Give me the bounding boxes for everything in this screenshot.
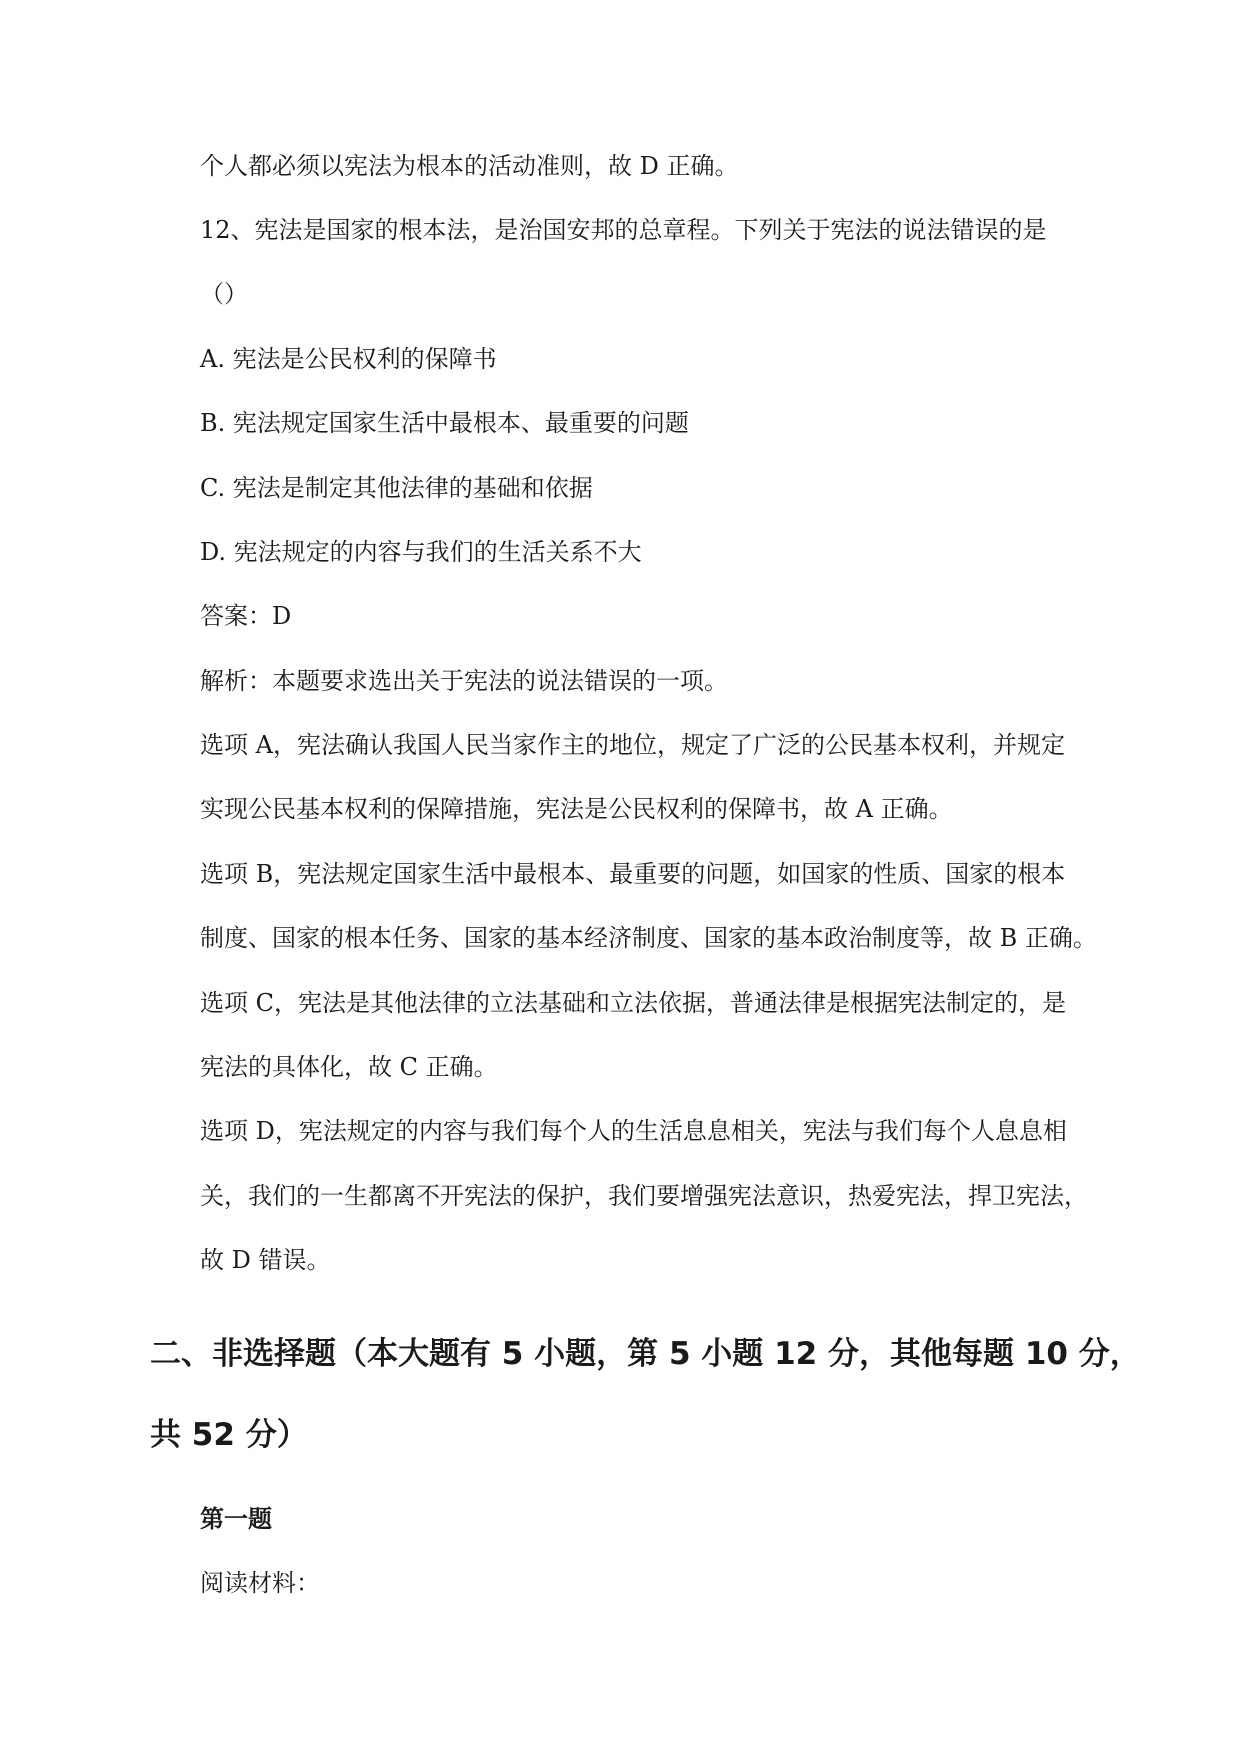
explanation-line: 实现公民基本权利的保障措施，宪法是公民权利的保障书，故 A 正确。	[200, 795, 953, 823]
question-12-stem: 12、宪法是国家的根本法，是治国安邦的总章程。下列关于宪法的说法错误的是	[200, 216, 1047, 244]
explanation-line: 选项 B，宪法规定国家生活中最根本、最重要的问题，如国家的性质、国家的根本	[200, 860, 1066, 888]
section-2-heading: 二、非选择题（本大题有 5 小题，第 5 小题 12 分，其他每题 10 分，	[150, 1336, 1141, 1372]
option-c: C. 宪法是制定其他法律的基础和依据	[200, 474, 593, 502]
continuation-text: 个人都必须以宪法为根本的活动准则，故 D 正确。	[200, 152, 739, 180]
explanation-line: 宪法的具体化，故 C 正确。	[200, 1053, 498, 1081]
section-2-heading-cont: 共 52 分）	[150, 1417, 308, 1453]
option-b: B. 宪法规定国家生活中最根本、最重要的问题	[200, 409, 689, 437]
explanation-line: 选项 C，宪法是其他法律的立法基础和立法依据，普通法律是根据宪法制定的，是	[200, 989, 1066, 1017]
analysis-intro: 解析：本题要求选出关于宪法的说法错误的一项。	[200, 667, 728, 695]
answer-text: 答案：D	[200, 602, 292, 630]
explanation-line: 选项 A，宪法确认我国人民当家作主的地位，规定了广泛的公民基本权利，并规定	[200, 731, 1065, 759]
explanation-line: 关，我们的一生都离不开宪法的保护，我们要增强宪法意识，热爱宪法，捍卫宪法，	[200, 1182, 1088, 1210]
explanation-line: 故 D 错误。	[200, 1246, 331, 1274]
explanation-line: 选项 D，宪法规定的内容与我们每个人的生活息息相关，宪法与我们每个人息息相	[200, 1117, 1067, 1145]
material-label: 阅读材料：	[200, 1569, 320, 1597]
question-12-blank: （）	[200, 280, 248, 308]
question-1-title: 第一题	[200, 1505, 272, 1533]
option-d: D. 宪法规定的内容与我们的生活关系不大	[200, 538, 642, 566]
option-a: A. 宪法是公民权利的保障书	[200, 345, 497, 373]
explanation-line: 制度、国家的根本任务、国家的基本经济制度、国家的基本政治制度等，故 B 正确。	[200, 924, 1097, 952]
